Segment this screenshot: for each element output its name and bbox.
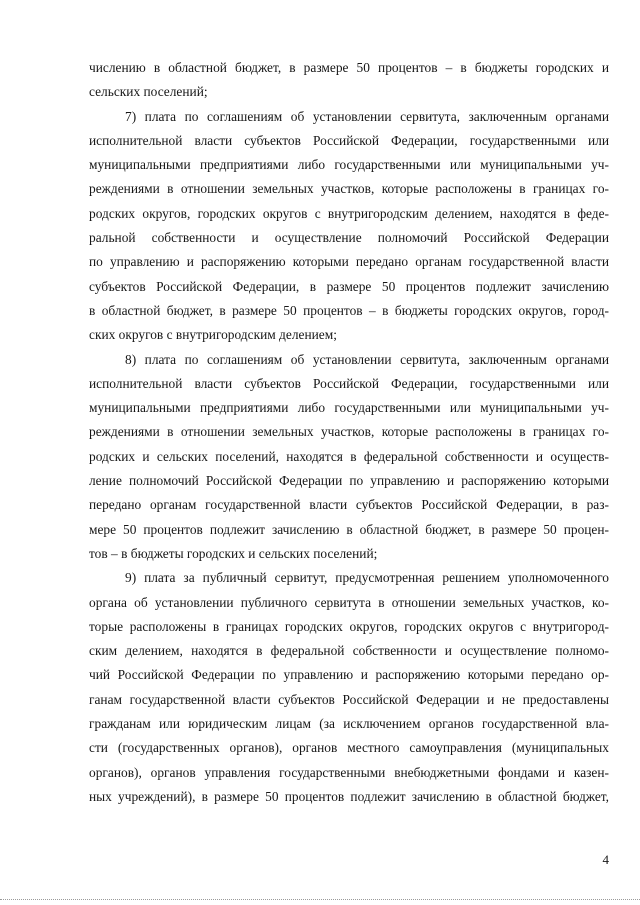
text-line: тов – в бюджеты городских и сельских поселений; bbox=[89, 545, 378, 561]
text-line: ским делением, находятся в федеральной собственности и осуществление полномо- bbox=[89, 643, 609, 659]
text-line: органов), органов управления государственными внебюджетными фондами и казен- bbox=[89, 764, 609, 780]
text-line: исполнительной власти субъектов Российской Федерации, государственными или bbox=[89, 375, 609, 391]
text-line: ных учреждений), в размере 50 процентов подлежит зачислению в областной бюджет, bbox=[89, 788, 609, 804]
text-line: гражданам или юридическим лицам (за исключением органов государственной вла- bbox=[89, 716, 609, 732]
text-line: 8) плата по соглашениям об установлении сервитута, заключенным органами bbox=[125, 351, 609, 367]
text-line: реждениями в отношении земельных участков, которые расположены в границах го- bbox=[89, 181, 609, 197]
body-text bbox=[89, 56, 609, 809]
text-line: органа об установлении публичного сервитута в отношении земельных участков, ко- bbox=[89, 594, 609, 610]
text-line: по управлению и распоряжению которыми передано органам государственной власти bbox=[89, 254, 609, 270]
text-line: ление полномочий Российской Федерации по управлению и распоряжению которыми bbox=[89, 473, 609, 489]
text-line: родских и сельских поселений, находятся в федеральной собственности и осуществ- bbox=[89, 448, 609, 464]
text-line: в областной бюджет, в размере 50 процентов – в бюджеты городских округов, город- bbox=[89, 302, 609, 318]
page-number: 4 bbox=[602, 852, 609, 867]
text-line: ских округов с внутригородским делением; bbox=[89, 327, 337, 343]
text-line: 7) плата по соглашениям об установлении сервитута, заключенным органами bbox=[125, 108, 609, 124]
text-line: сти (государственных органов), органов местного самоуправления (муниципальных bbox=[89, 740, 609, 756]
text-line: торые расположены в границах городских округов, городских округов с внутригород- bbox=[89, 618, 609, 634]
page-bottom-edge bbox=[0, 899, 640, 900]
text-line: исполнительной власти субъектов Российской Федерации, государственными или bbox=[89, 132, 609, 148]
text-line: родских округов, городских округов с внутригородским делением, находятся в феде- bbox=[89, 205, 609, 221]
text-line: реждениями в отношении земельных участков, которые расположены в границах го- bbox=[89, 424, 609, 440]
text-line: муниципальными предприятиями либо государственными или муниципальными уч- bbox=[89, 157, 609, 173]
text-line: числению в областной бюджет, в размере 50 процентов – в бюджеты городских и bbox=[89, 60, 609, 75]
text-line: чий Российской Федерации по управлению и распоряжению которыми передано ор- bbox=[89, 667, 609, 683]
text-line: ганам государственной власти субъектов Российской Федерации и не предоставлены bbox=[89, 691, 609, 707]
text-line: сельских поселений; bbox=[89, 84, 208, 100]
text-line: мере 50 процентов подлежит зачислению в областной бюджет, в размере 50 процен- bbox=[89, 521, 609, 537]
text-line: 9) плата за публичный сервитут, предусмотренная решением уполномоченного bbox=[125, 570, 609, 586]
text-line: субъектов Российской Федерации, в размере 50 процентов подлежит зачислению bbox=[89, 278, 609, 294]
text-line: ральной собственности и осуществление полномочий Российской Федерации bbox=[89, 230, 609, 246]
text-line: муниципальными предприятиями либо государственными или муниципальными уч- bbox=[89, 400, 609, 416]
text-line: передано органам государственной власти субъектов Российской Федерации, в раз- bbox=[89, 497, 609, 513]
